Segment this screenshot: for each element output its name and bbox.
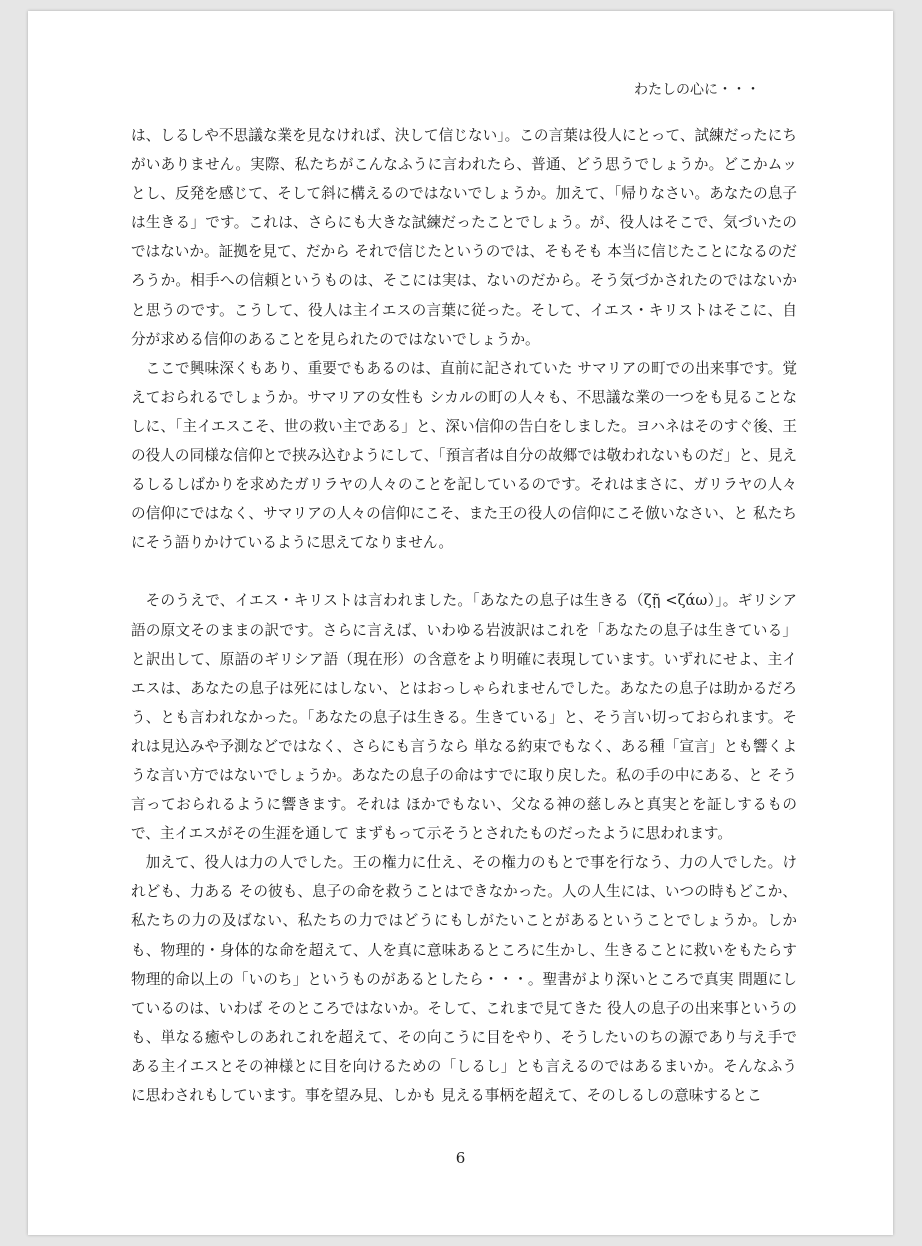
paragraph: ここで興味深くもあり、重要でもあるのは、直前に記されていた サマリアの町での出来事です。覚えておられるでしょうか。サマリアの女性も シカルの町の人々も、不思議な業の一つをも見ることなしに、「主イエスこそ、世の救い主である」と、深い信仰の告白をしました。ヨハネはそのすぐ後、王の役人の同様な信仰とで挟み込むようにして、「預言者は自分の故郷では敬われないものだ」と、見えるしるしばかりを求めたガリラヤの人々のことを記しているのです。それはまさに、ガリラヤの人々の信仰にではなく、サマリアの人々の信仰にこそ、また王の役人の信仰にこそ倣いなさい、と 私たちにそう語りかけているように思えてなりません。 xyxy=(131,359,798,552)
document-page xyxy=(28,11,893,1235)
page-number: 6 xyxy=(455,1149,466,1167)
paragraph-gap xyxy=(131,557,797,586)
body-text xyxy=(131,121,797,1110)
paragraph: は、しるしや不思議な業を見なければ、決して信じない」。この言葉は役人にとって、試練だったにちがいありません。実際、私たちがこんなふうに言われたら、普通、どう思うでしょうか。どこかムッとし、反発を感じて、そして斜に構えるのではないでしょうか。加えて、「帰りなさい。あなたの息子は生きる」です。これは、さらにも大きな試練だったことでしょう。が、役人はそこで、気づいたのではないか。証拠を見て、だから それで信じたというのでは、そもそも 本当に信じたことになるのだろうか。相手への信頼というものは、そこには実は、ないのだから。そう気づかされたのではないかと思うのです。こうして、役人は主イエスの言葉に従った。そして、イエス・キリストはそこに、自分が求める信仰のあることを見られたのではないでしょうか。 xyxy=(131,127,797,348)
running-header: わたしの心に・・・ xyxy=(634,82,760,98)
paragraph: そのうえで、イエス・キリストは言われました。「あなたの息子は生きる（ζῇ <ζάω）」。ギリシア語の原文そのままの訳です。さらに言えば、いわゆる岩波訳はこれを「あなたの息子は生きている」と訳出して、原語のギリシア語（現在形）の含意をより明確に表現しています。いずれにせよ、主イエスは、あなたの息子は死にはしない、とはおっしゃられませんでした。あなたの息子は助かるだろう、とも言われなかった。「あなたの息子は生きる。生きている」と、そう言い切っておられます。それは見込みや予測などではなく、さらにも言うなら 単なる約束でもなく、ある種「宣言」とも響くような言い方ではないでしょうか。あなたの息子の命はすでに取り戻した。私の手の中にある、と そう言っておられるように響きます。それは ほかでもない、父なる神の慈しみと真実とを証しするもので、主イエスがその生涯を通して まずもって示そうとされたものだったように思われます。 xyxy=(131,592,797,843)
paragraph: 加えて、役人は力の人でした。王の権力に仕え、その権力のもとで事を行なう、力の人でした。けれども、力ある その彼も、息子の命を救うことはできなかった。人の人生には、いつの時もどこか、私たちの力の及ばない、私たちの力ではどうにもしがたいことがあるということでしょうか。しかも、物理的・身体的な命を超えて、人を真に意味あるところに生かし、生きることに救いをもたらす 物理的命以上の「いのち」というものがあるとしたら・・・。聖書がより深いところで真実 問題にしているのは、いわば そのところではないか。そして、これまで見てきた 役人の息子の出来事というのも、単なる癒やしのあれこれを超えて、その向こうに目をやり、そうしたいのちの源であり与え手である主イエスとその神様とに目を向けるための「しるし」とも言えるのではあるまいか。そんなふうに思わされもしています。事を望み見、しかも 見える事柄を超えて、そのしるしの意味するとこ xyxy=(131,854,797,1104)
